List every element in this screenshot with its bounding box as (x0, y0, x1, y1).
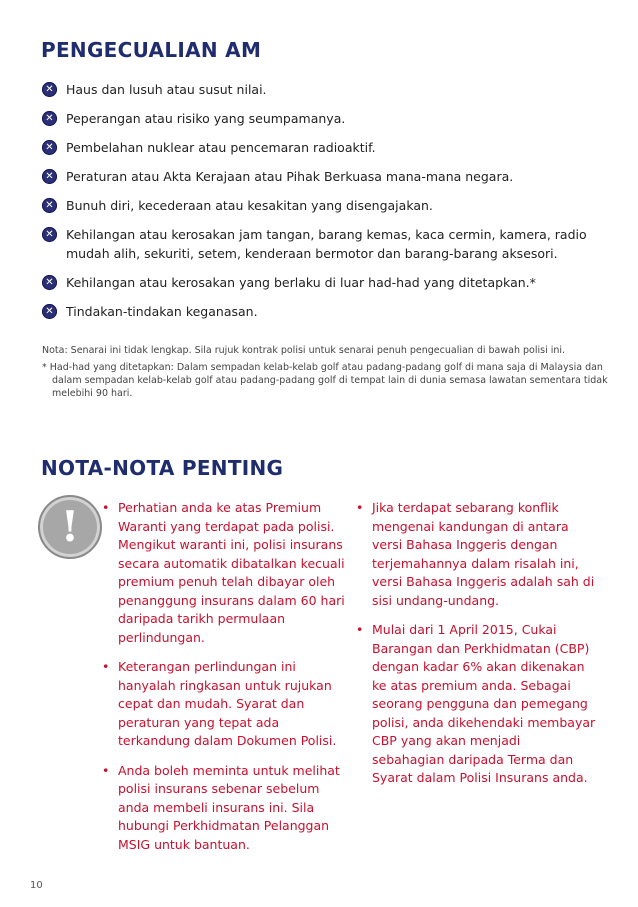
x-circle-icon: ✕ (42, 169, 57, 184)
list-item (42, 225, 602, 263)
list-item (42, 273, 602, 292)
page-number: 10 (30, 880, 43, 891)
x-circle-icon: ✕ (42, 275, 57, 290)
important-notes-left (102, 499, 350, 865)
x-circle-icon: ✕ (42, 82, 57, 97)
list-item (42, 138, 602, 157)
list-item: • Keterangan perlindungan ini hanyalah ringkasan untuk rujukan cepat dan mudah. Syarat dan peraturan yang tepat ada terkandung dalam Dokumen Polisi. (102, 658, 350, 751)
exclusions-list (42, 80, 602, 321)
exclusion-text: Kehilangan atau kerosakan jam tangan, barang kemas, kaca cermin, kamera, radio mudah alih, sekuriti, setem, kenderaan bermotor dan barang-barang aksesori. (66, 227, 587, 261)
x-circle-icon: ✕ (42, 140, 57, 155)
list-item (42, 109, 602, 128)
exclusions-footnote: * Had-had yang ditetapkan: Dalam sempadan kelab-kelab golf atau padang-padang golf di mana saja di Malaysia dan dalam sempadan kelab-kelab golf atau padang-padang golf di tempat lain di dunia semasa lawatan sementara tidak melebihi 90 hari. (42, 362, 608, 399)
exclusion-text: Peraturan atau Akta Kerajaan atau Pihak Berkuasa mana-mana negara. (66, 169, 514, 184)
x-circle-icon: ✕ (42, 198, 57, 213)
important-notes-right (356, 499, 596, 799)
exclusion-text: Tindakan-tindakan keganasan. (66, 304, 258, 319)
list-item (42, 302, 602, 321)
list-item: • Jika terdapat sebarang konflik mengenai kandungan di antara versi Bahasa Inggeris dengan terjemahannya dalam risalah ini, versi Bahasa Inggeris adalah sah di sisi undang-undang. (356, 499, 596, 610)
exclusion-text: Peperangan atau risiko yang seumpamanya. (66, 111, 346, 126)
exclusion-text: Bunuh diri, kecederaan atau kesakitan yang disengajakan. (66, 198, 433, 213)
list-item: • Perhatian anda ke atas Premium Waranti yang terdapat pada polisi. Mengikut waranti ini, polisi insurans secara automatik dibatalkan kecuali premium penuh telah dibayar oleh penanggung insurans dalam 60 hari daripada tarikh permulaan perlindungan. (102, 499, 350, 647)
section-title-pengecualian: PENGECUALIAN AM (41, 38, 262, 62)
list-item: • Anda boleh meminta untuk melihat polisi insurans sebenar sebelum anda membeli insurans ini. Sila hubungi Perkhidmatan Pelanggan MSIG untuk bantuan. (102, 762, 350, 855)
exclamation-icon: ! (38, 495, 102, 559)
section-title-nota-penting: NOTA-NOTA PENTING (41, 456, 284, 480)
exclusion-text: Kehilangan atau kerosakan yang berlaku di luar had-had yang ditetapkan.* (66, 275, 536, 290)
exclusions-note: Nota: Senarai ini tidak lengkap. Sila rujuk kontrak polisi untuk senarai penuh pengecualian di bawah polisi ini. (42, 345, 566, 356)
x-circle-icon: ✕ (42, 304, 57, 319)
list-item: • Mulai dari 1 April 2015, Cukai Barangan dan Perkhidmatan (CBP) dengan kadar 6% akan dikenakan ke atas premium anda. Sebagai seorang pengguna dan pemegang polisi, anda dikehendaki membayar CBP yang akan menjadi sebahagian daripada Terma dan Syarat dalam Polisi Insurans anda. (356, 621, 596, 788)
list-item (42, 167, 602, 186)
exclusion-text: Pembelahan nuklear atau pencemaran radioaktif. (66, 140, 376, 155)
exclusion-text: Haus dan lusuh atau susut nilai. (66, 82, 267, 97)
x-circle-icon: ✕ (42, 111, 57, 126)
list-item (42, 80, 602, 99)
list-item (42, 196, 602, 215)
x-circle-icon: ✕ (42, 227, 57, 242)
